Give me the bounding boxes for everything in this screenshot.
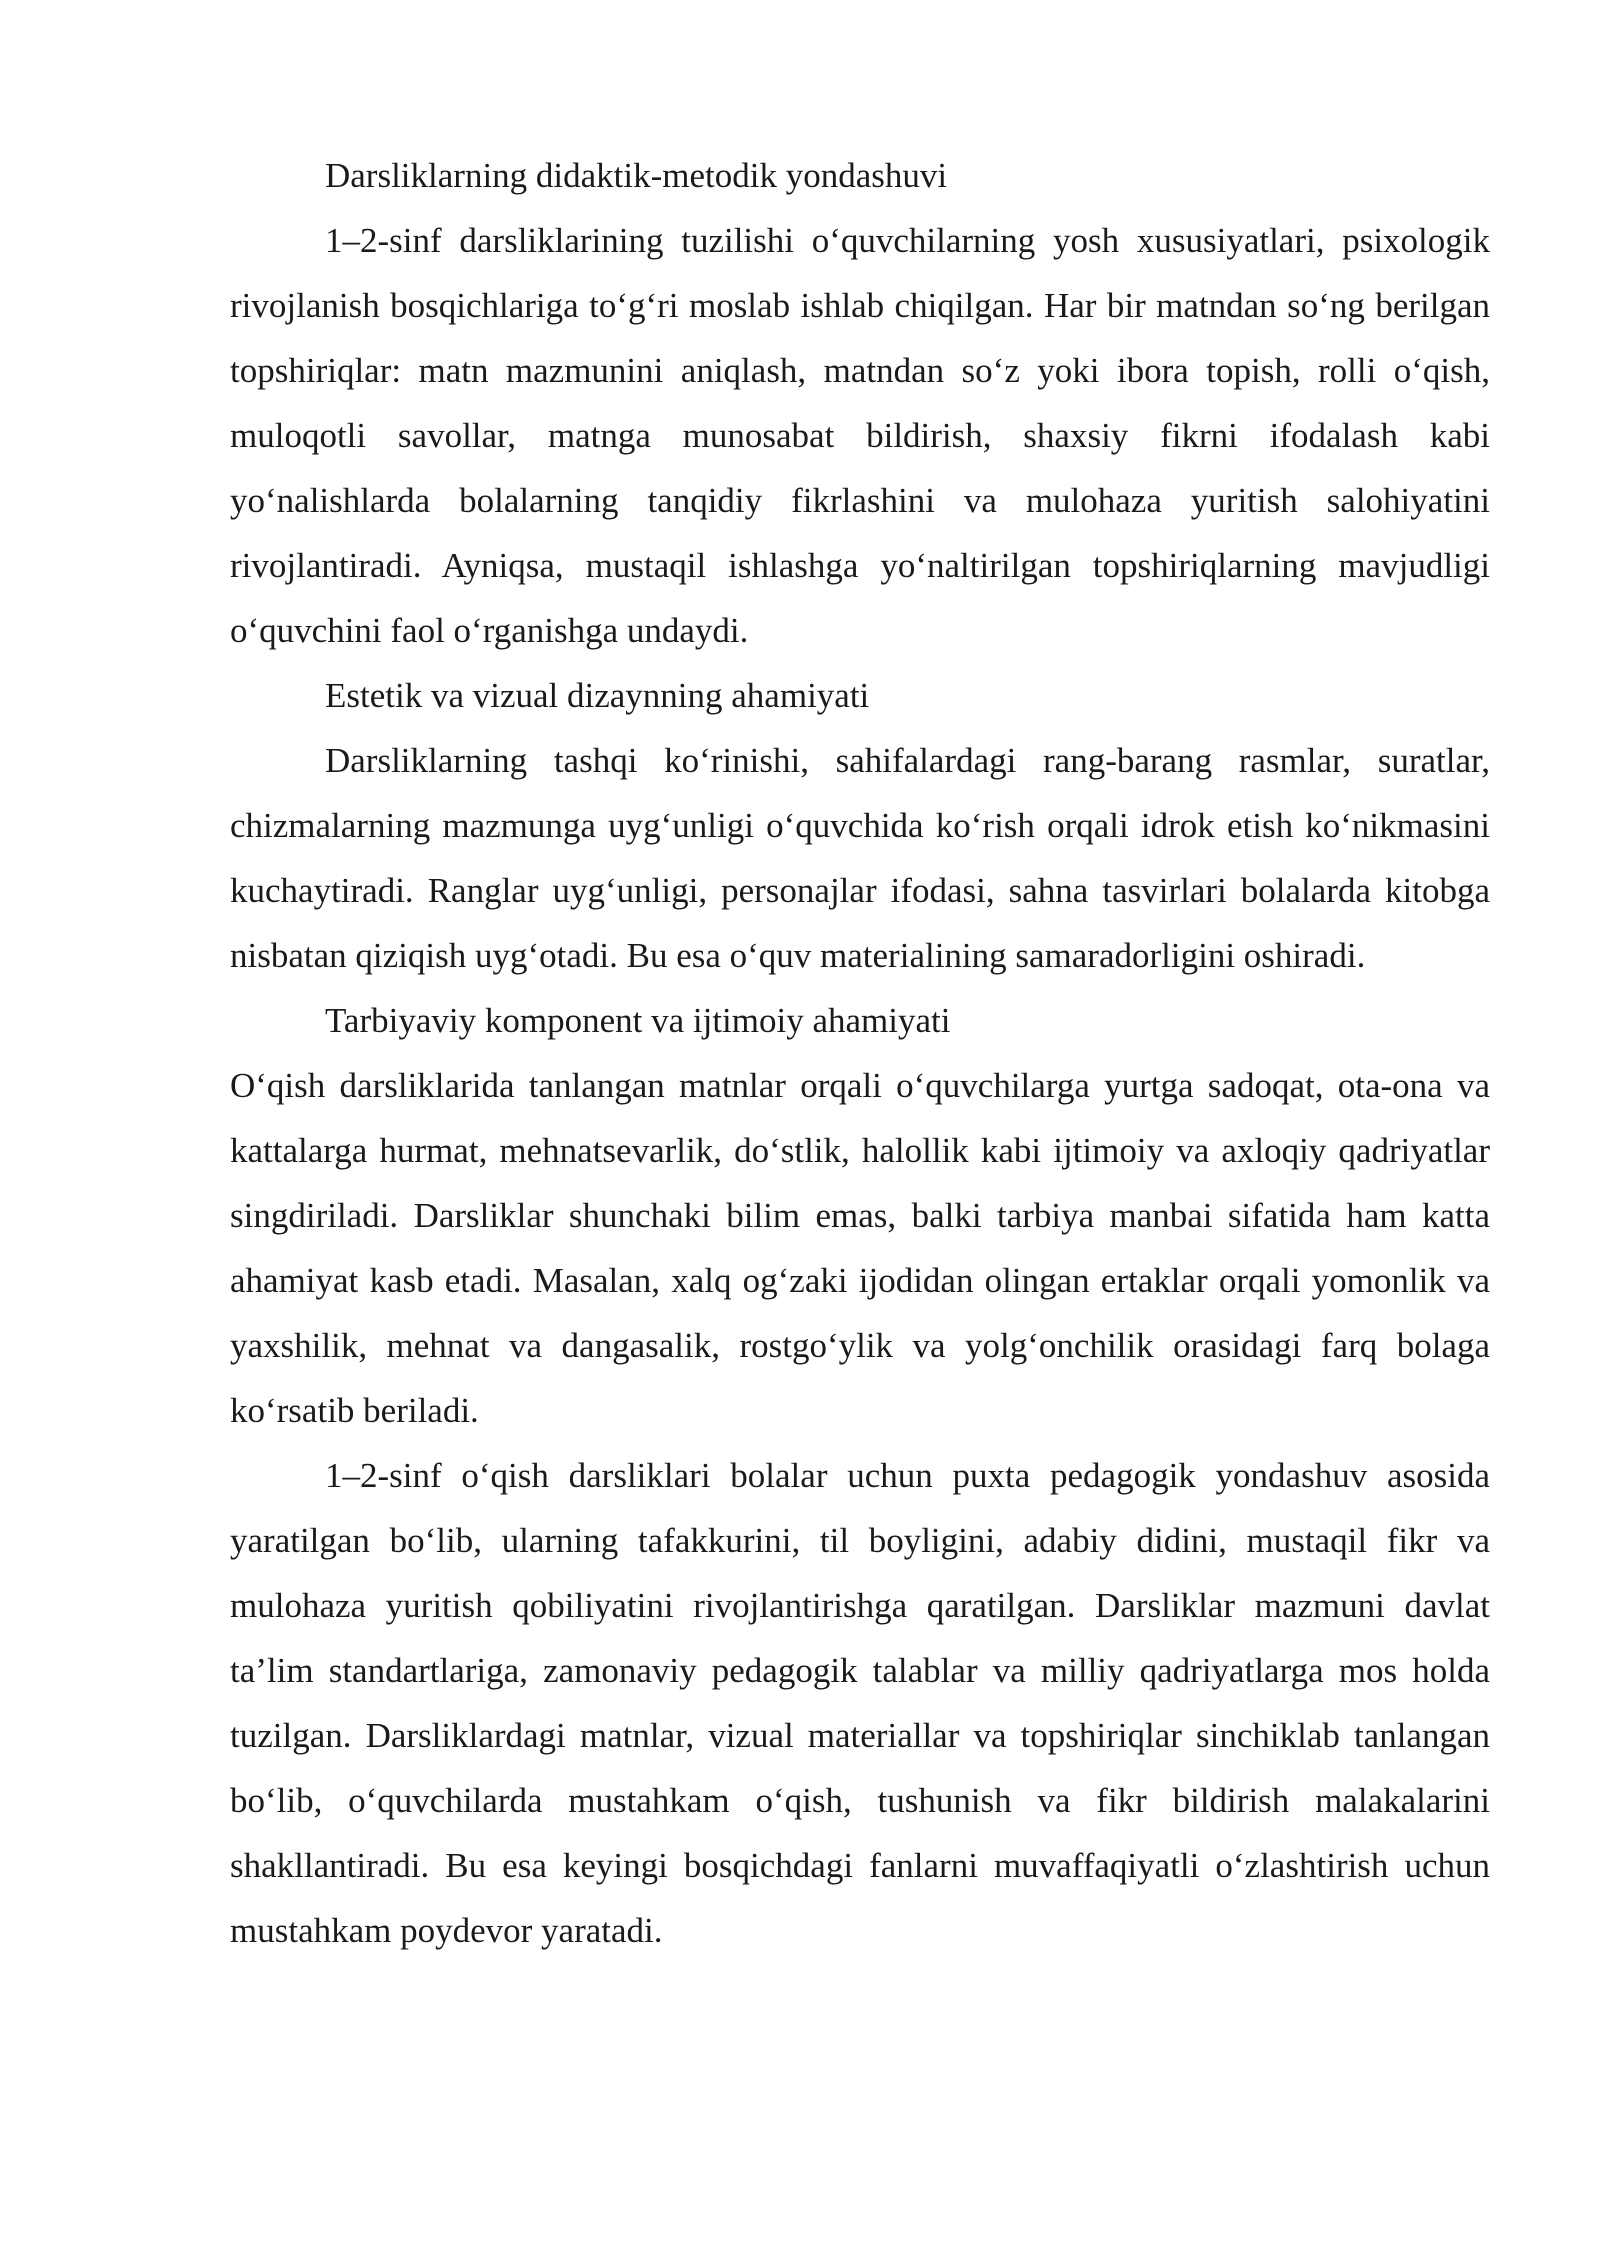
paragraph-didactic: 1–2-sinf darsliklarining tuzilishi o‘quvchilarning yosh xususiyatlari, psixologik rivojlanish bosqichlariga to‘g‘ri moslab ishlab chiqilgan. Har bir matndan so‘ng berilgan topshiriqlar: matn mazmunini aniqlash, matndan so‘z yoki ibora topish, rolli o‘qish, muloqotli savollar, matnga munosabat bildirish, shaxsiy fikrni ifodalash kabi yo‘nalishlarda bolalarning tanqidiy fikrlashini va mulohaza yuritish salohiyatini rivojlantiradi. Ayniqsa, mustaqil ishlashga yo‘naltirilgan topshiriqlarning mavjudligi o‘quvchini faol o‘rganishga undaydi. xyxy=(230,221,1490,650)
document-body xyxy=(230,143,1490,1963)
section-heading-educational: Tarbiyaviy komponent va ijtimoiy ahamiyati xyxy=(325,1001,951,1040)
paragraph-educational: O‘qish darsliklarida tanlangan matnlar orqali o‘quvchilarga yurtga sadoqat, ota-ona va kattalarga hurmat, mehnatsevarlik, do‘stlik, halollik kabi ijtimoiy va axloqiy qadriyatlar singdiriladi. Darsliklar shunchaki bilim emas, balki tarbiya manbai sifatida ham katta ahamiyat kasb etadi. Masalan, xalq og‘zaki ijodidan olingan ertaklar orqali yomonlik va yaxshilik, mehnat va dangasalik, rostgo‘ylik va yolg‘onchilik orasidagi farq bolaga ko‘rsatib beriladi. xyxy=(230,1066,1490,1430)
section-heading-aesthetic: Estetik va vizual dizaynning ahamiyati xyxy=(325,676,870,715)
paragraph-conclusion: 1–2-sinf o‘qish darsliklari bolalar uchun puxta pedagogik yondashuv asosida yaratilgan bo‘lib, ularning tafakkurini, til boyligini, adabiy didini, mustaqil fikr va mulohaza yuritish qobiliyatini rivojlantirishga qaratilgan. Darsliklar mazmuni davlat ta’lim standartlariga, zamonaviy pedagogik talablar va milliy qadriyatlarga mos holda tuzilgan. Darsliklardagi matnlar, vizual materiallar va topshiriqlar sinchiklab tanlangan bo‘lib, o‘quvchilarda mustahkam o‘qish, tushunish va fikr bildirish malakalarini shakllantiradi. Bu esa keyingi bosqichdagi fanlarni muvaffaqiyatli o‘zlashtirish uchun mustahkam poydevor yaratadi. xyxy=(230,1456,1490,1950)
paragraph-aesthetic: Darsliklarning tashqi ko‘rinishi, sahifalardagi rang-barang rasmlar, suratlar, chizmalarning mazmunga uyg‘unligi o‘quvchida ko‘rish orqali idrok etish ko‘nikmasini kuchaytiradi. Ranglar uyg‘unligi, personajlar ifodasi, sahna tasvirlari bolalarda kitobga nisbatan qiziqish uyg‘otadi. Bu esa o‘quv materialining samaradorligini oshiradi. xyxy=(230,741,1490,975)
section-heading-didactic: Darsliklarning didaktik-metodik yondashuvi xyxy=(325,156,948,195)
